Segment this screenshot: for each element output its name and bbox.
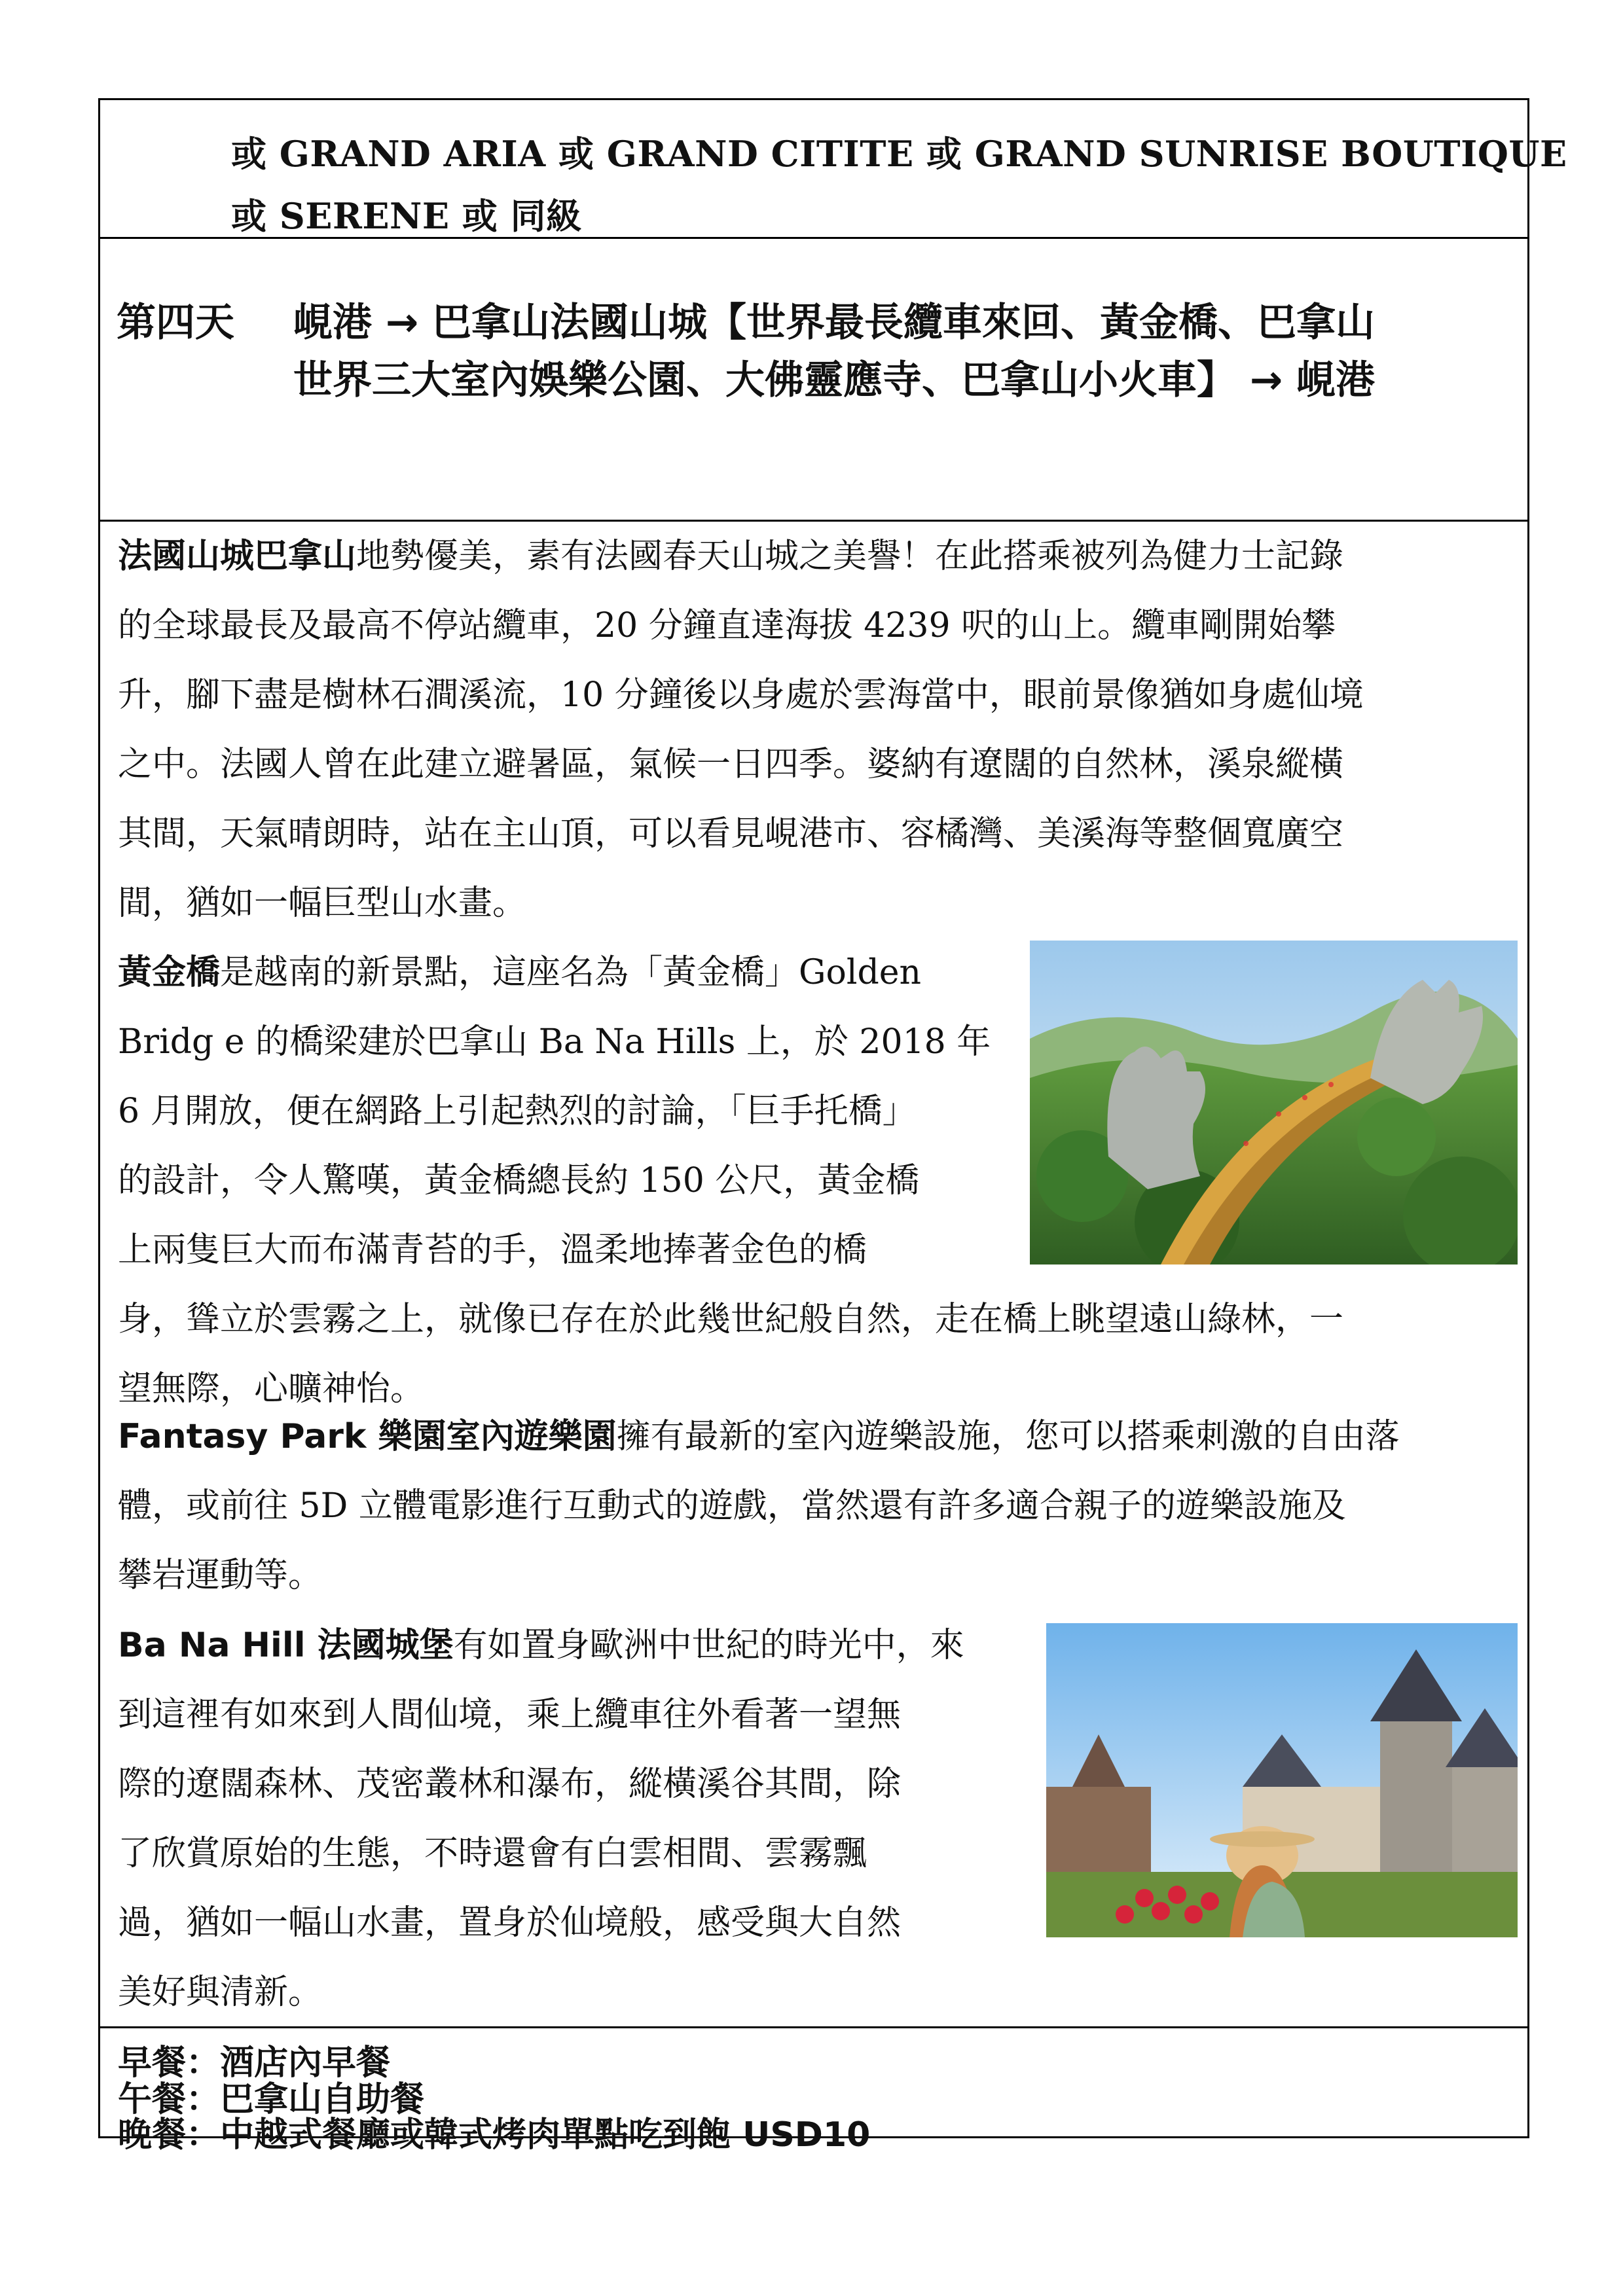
meal-dinner: 晚餐：中越式餐廳或韓式烤肉單點吃到飽 USD10 [118, 2115, 871, 2155]
text-line: 的全球最長及最高不停站纜車，20 分鐘直達海拔 4239 呎的山上。纜車剛開始攀 [118, 606, 1336, 645]
text-line: 了欣賞原始的生態，不時還會有白雲相間、雲霧飄 [118, 1834, 867, 1873]
text-line: 之中。法國人曾在此建立避暑區，氣候一日四季。婆納有遼闊的自然林，溪泉縱橫 [118, 745, 1344, 784]
section-french-castle [118, 1611, 1048, 2027]
itinerary-table [98, 98, 1567, 2155]
text-line: 攀岩運動等。 [118, 1556, 323, 1595]
text-line: 擁有最新的室內遊樂設施，您可以搭乘刺激的自由落 [616, 1417, 1400, 1456]
day-title-line-1: 峴港 → 巴拿山法國山城【世界最長纜車來回、黃金橋、巴拿山 [293, 300, 1376, 346]
text-line: 到這裡有如來到人間仙境，乘上纜車往外看著一望無 [118, 1695, 902, 1734]
day-title-line-2: 世界三大室內娛樂公園、大佛靈應寺、巴拿山小火車】 → 峴港 [293, 357, 1376, 403]
section-golden-bridge [118, 938, 1344, 1424]
text-line: 6 月開放，便在網路上引起熱烈的討論，「巨手托橋」 [118, 1092, 917, 1131]
hotel-line-2: 或 SERENE 或 同級 [231, 195, 582, 237]
section-french-castle-title: Ba Na Hill 法國城堡 [118, 1626, 454, 1665]
text-line: 過，猶如一幅山水畫，置身於仙境般，感受與大自然 [118, 1903, 902, 1943]
hotel-row [100, 100, 1567, 239]
text-line: 間，猶如一幅巨型山水畫。 [118, 884, 527, 923]
meals-row [100, 2028, 1527, 2155]
section-banashan-title: 法國山城巴拿山 [118, 537, 357, 576]
text-line: 的設計，令人驚嘆，黃金橋總長約 150 公尺，黃金橋 [118, 1161, 920, 1200]
text-line: 其間，天氣晴朗時，站在主山頂，可以看見峴港市、容橘灣、美溪海等整個寬廣空 [118, 814, 1344, 853]
text-line: Bridg e 的橋梁建於巴拿山 Ba Na Hills 上，於 2018 年 [118, 1022, 991, 1062]
french-castle-photo [1046, 1623, 1518, 1937]
text-line: 有如置身歐洲中世紀的時光中，來 [453, 1626, 964, 1665]
text-line: 是越南的新景點，這座名為「黃金橋」Golden [220, 953, 922, 992]
section-banashan [118, 522, 1512, 938]
meal-breakfast: 早餐：酒店內早餐 [118, 2043, 391, 2083]
text-line: 升，腳下盡是樹林石澗溪流，10 分鐘後以身處於雲海當中，眼前景像猶如身處仙境 [118, 675, 1364, 715]
text-line: 身，聳立於雲霧之上，就像已存在於此幾世紀般自然，走在橋上眺望遠山綠林，一 [118, 1300, 1344, 1339]
meal-lunch: 午餐：巴拿山自助餐 [118, 2080, 425, 2119]
day-description [100, 522, 1527, 2028]
section-fantasy-park-title: Fantasy Park 樂園室內遊樂園 [118, 1417, 617, 1456]
golden-bridge-photo [1030, 941, 1518, 1265]
section-golden-bridge-title: 黃金橋 [118, 953, 221, 992]
day-label: 第四天 [117, 300, 234, 346]
text-line: 望無際，心曠神怡。 [118, 1369, 425, 1408]
day-header-row [100, 239, 1527, 522]
text-line: 地勢優美，素有法國春天山城之美譽！在此搭乘被列為健力士記錄 [356, 537, 1344, 576]
section-fantasy-park [118, 1402, 1512, 1610]
text-line: 美好與清新。 [118, 1973, 323, 2012]
text-line: 際的遼闊森林、茂密叢林和瀑布，縱橫溪谷其間，除 [118, 1765, 902, 1804]
text-line: 上兩隻巨大而布滿青苔的手，溫柔地捧著金色的橋 [118, 1230, 867, 1270]
hotel-line-1: 或 GRAND ARIA 或 GRAND CITITE 或 GRAND SUNRISE BOUTIQUE [231, 133, 1567, 175]
text-line: 體，或前往 5D 立體電影進行互動式的遊戲，當然還有許多適合親子的遊樂設施及 [118, 1486, 1346, 1526]
